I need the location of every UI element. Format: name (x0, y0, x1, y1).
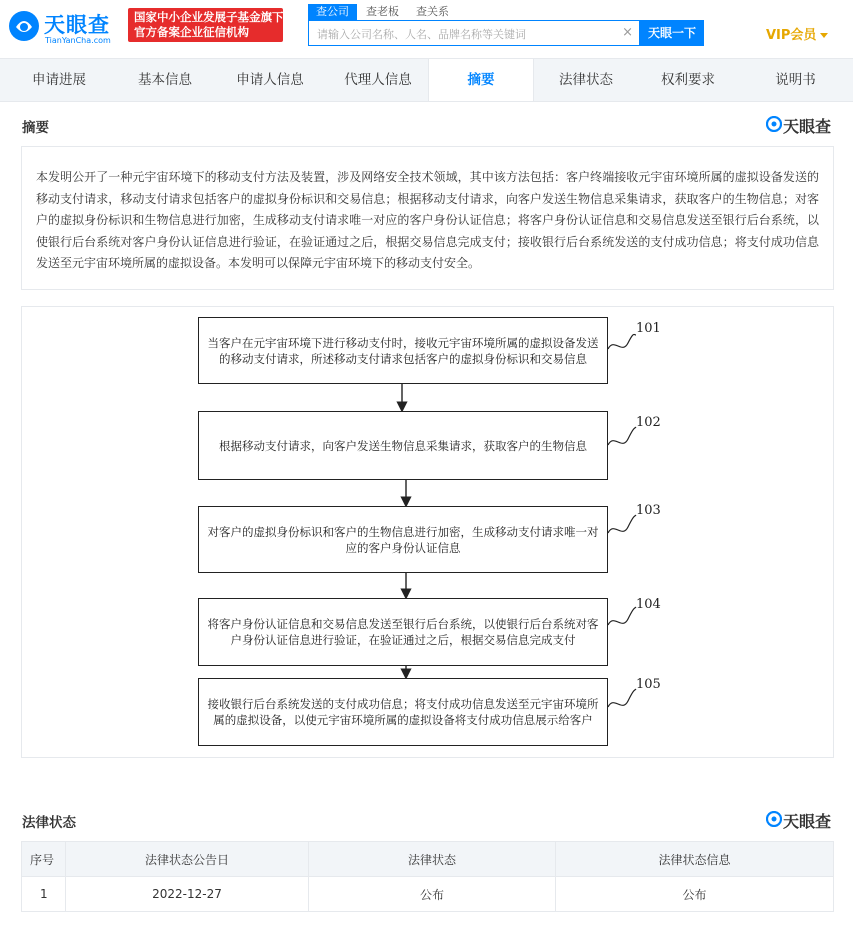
cell-status: 公布 (309, 877, 556, 912)
tab-claims[interactable]: 权利要求 (661, 72, 715, 88)
flow-step-103 (198, 506, 608, 573)
table-row (22, 877, 834, 912)
logo-name: 天眼查 (44, 13, 110, 37)
step-number-101: 101 (636, 321, 661, 336)
tab-abstract[interactable]: 摘要 (428, 59, 534, 101)
leader-line-104 (608, 607, 636, 625)
search-tab-boss[interactable]: 查老板 (366, 5, 399, 18)
tab-legal-status[interactable]: 法律状态 (559, 72, 613, 88)
vip-member-menu[interactable] (766, 24, 828, 43)
badge-line-1: 国家中小企业发展子基金旗下 (134, 10, 284, 24)
tab-application-progress[interactable]: 申请进展 (32, 72, 86, 88)
flow-step-101 (198, 317, 608, 384)
leader-line-103 (608, 515, 636, 533)
flow-step-101-text: 当客户在元宇宙环境下进行移动支付时，接收元宇宙环境所属的虚拟设备发送的移动支付请求，所述移动支付请求包括客户的虚拟身份标识和交易信息 (207, 335, 599, 366)
abstract-text: 本发明公开了一种元宇宙环境下的移动支付方法及装置，涉及网络安全技术领域，其中该方法包括：客户终端接收元宇宙环境所属的虚拟设备发送的移动支付请求，移动支付请求包括客户的虚拟身份标识和交易信息；根据移动支付请求，向客户发送生物信息采集请求，获取客户的生物信息；对客户的虚拟身份标识和生物信息进行加密，生成移动支付请求唯一对应的客户身份认证信息；将客户身份认证信息和交易信息发送至银行后台系统，以使银行后台系统对客户身份认证信息进行验证，在验证通过之后，根据交易信息完成支付；接收银行后台系统发送的支付成功信息；将支付成功信息发送至元宇宙环境所属的虚拟设备。本发明可以保障元宇宙环境下的移动支付安全。 (21, 146, 834, 290)
flow-step-104 (198, 598, 608, 666)
flow-step-102 (198, 411, 608, 480)
search-button[interactable]: 天眼一下 (640, 20, 704, 46)
step-number-104: 104 (636, 597, 661, 612)
logo-domain: TianYanCha.com (45, 36, 111, 45)
cell-date: 2022-12-27 (66, 877, 309, 912)
col-header-status: 法律状态 (309, 842, 556, 877)
flow-step-104-text: 将客户身份认证信息和交易信息发送至银行后台系统，以使银行后台系统对客户身份认证信息进行验证，在验证通过之后，根据交易信息完成支付 (207, 617, 599, 647)
tab-description[interactable]: 说明书 (775, 72, 816, 88)
watermark-brand: 天眼查 (783, 812, 832, 831)
search-tab-relation[interactable]: 查关系 (416, 5, 449, 18)
search-input[interactable] (317, 25, 607, 43)
step-number-103: 103 (636, 503, 661, 518)
tab-agent-info[interactable]: 代理人信息 (344, 72, 412, 88)
col-header-info: 法律状态信息 (556, 842, 834, 877)
cell-index: 1 (22, 877, 66, 912)
leader-line-105 (608, 689, 636, 707)
step-number-102: 102 (636, 415, 661, 430)
clear-icon[interactable]: × (622, 25, 633, 40)
table-header-row (22, 842, 834, 877)
legal-status-table (21, 841, 834, 912)
tianyancha-logo[interactable] (7, 7, 123, 43)
leader-line-102 (608, 427, 636, 445)
flow-step-103-text: 对客户的虚拟身份标识和客户的生物信息进行加密，生成移动支付请求唯一对应的客户身份认证信息 (207, 524, 599, 555)
tab-basic-info[interactable]: 基本信息 (138, 72, 192, 88)
legal-section-title: 法律状态 (22, 815, 76, 831)
patent-nav-tabs (0, 58, 853, 102)
tianyancha-logo-icon (766, 116, 782, 132)
flow-step-105 (198, 678, 608, 746)
vip-label: VIP会员 (766, 28, 817, 43)
tianyancha-logo-icon (766, 811, 782, 827)
official-badge (128, 8, 283, 42)
search-tab-company[interactable]: 查公司 (308, 4, 357, 20)
flow-step-102-text: 根据移动支付请求，向客户发送生物信息采集请求，获取客户的生物信息 (219, 438, 587, 453)
badge-line-2: 官方备案企业征信机构 (134, 25, 249, 39)
leader-line-101 (608, 334, 636, 349)
abstract-section-title: 摘要 (22, 120, 49, 136)
cell-info: 公布 (556, 877, 834, 912)
flow-step-105-text: 接收银行后台系统发送的支付成功信息；将支付成功信息发送至元宇宙环境所属的虚拟设备，以使元宇宙环境所属的虚拟设备将支付成功信息展示给客户 (207, 697, 599, 727)
search-box (308, 20, 640, 46)
tianyancha-logo-icon (7, 9, 41, 43)
tab-applicant-info[interactable]: 申请人信息 (236, 72, 304, 88)
watermark-brand: 天眼查 (783, 117, 832, 136)
top-header (0, 0, 853, 58)
col-header-date: 法律状态公告日 (66, 842, 309, 877)
patent-flowchart (21, 306, 834, 758)
step-number-105: 105 (636, 677, 661, 692)
col-header-index: 序号 (22, 842, 66, 877)
caret-down-icon (820, 33, 828, 38)
